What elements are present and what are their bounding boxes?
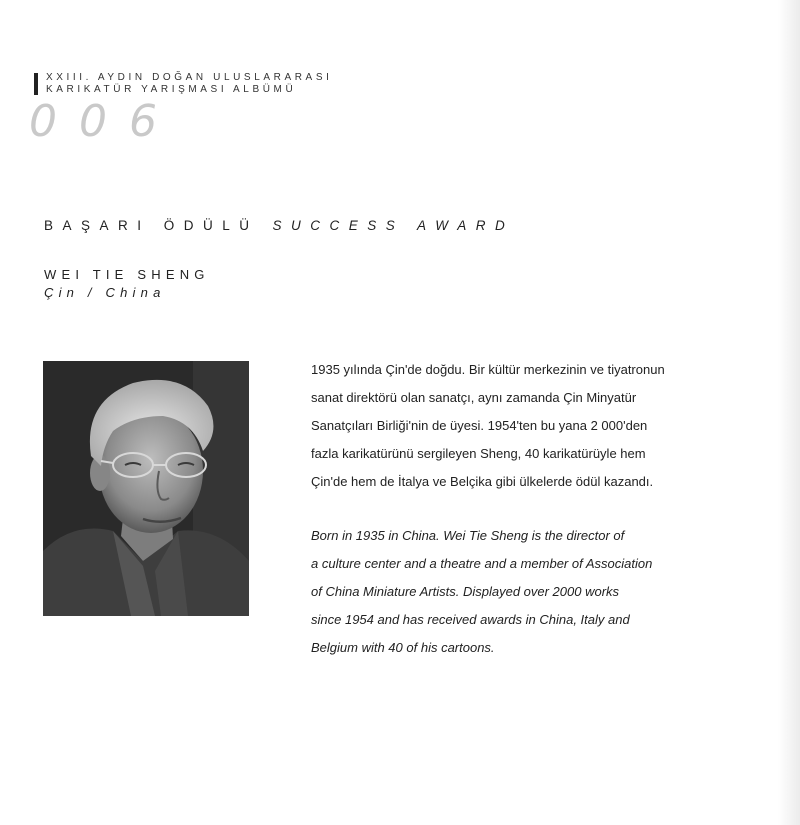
artist-country: Çin / China: [44, 285, 166, 300]
page-edge-shadow: [778, 0, 800, 825]
award-heading: [44, 218, 514, 233]
bio-en-line: of China Miniature Artists. Displayed over 2000 works: [311, 584, 620, 599]
biography-english: [311, 522, 711, 662]
album-title-line-1: XXIII. AYDIN DOĞAN ULUSLARARASI: [46, 72, 333, 83]
artist-name: WEI TIE SHENG: [44, 267, 210, 282]
bio-en-line: a culture center and a theatre and a member of Association: [311, 556, 653, 571]
award-title-turkish: BAŞARI ÖDÜLÜ: [44, 218, 259, 233]
bio-tr-line: Çin'de hem de İtalya ve Belçika gibi ülkelerde ödül kazandı.: [311, 474, 654, 489]
bio-en-line: since 1954 and has received awards in China, Italy and: [311, 612, 630, 627]
portrait-illustration: [43, 361, 249, 616]
award-title-english: SUCCESS AWARD: [272, 218, 515, 233]
artist-portrait-photo: [43, 361, 249, 616]
biography-turkish: [311, 356, 711, 496]
album-title-line-2: KARIKATÜR YARIŞMASI ALBÜMÜ: [46, 84, 297, 95]
bio-tr-line: Sanatçıları Birliği'nin de üyesi. 1954'ten bu yana 2 000'den: [311, 418, 648, 433]
bio-tr-line: fazla karikatürünü sergileyen Sheng, 40 karikatürüyle hem: [311, 446, 646, 461]
page-number: 006: [29, 96, 179, 147]
bio-tr-line: sanat direktörü olan sanatçı, aynı zamanda Çin Minyatür: [311, 390, 637, 405]
bio-en-line: Belgium with 40 of his cartoons.: [311, 640, 495, 655]
bio-en-line: Born in 1935 in China. Wei Tie Sheng is the director of: [311, 528, 625, 543]
bio-tr-line: 1935 yılında Çin'de doğdu. Bir kültür merkezinin ve tiyatronun: [311, 362, 665, 377]
